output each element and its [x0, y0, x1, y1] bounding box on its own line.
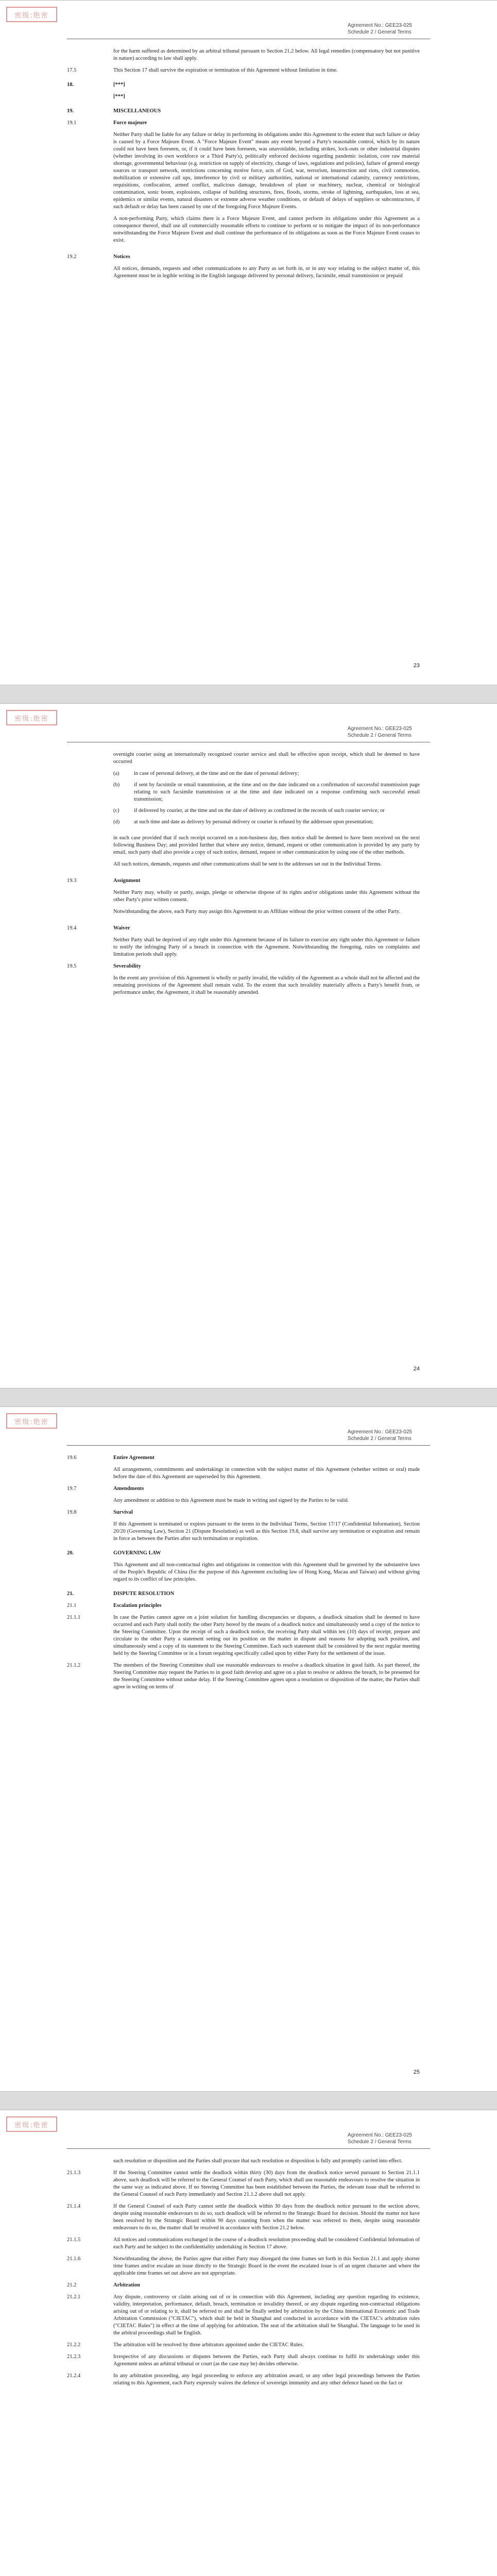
paragraph: Any dispute, controversy or claim arising out of or in connection with this Agreement, including any question regarding its existence, validity, interpretation, performance, default, breach, termination or invalidity thereof, or any dispute regarding non-contractual obligations arising out of or relating to it, shall be referred to and shall be finally settled by arbitration by the China International Economic and Trade Arbitration Commission ("CIETAC"), which shall be held in Shanghai and conducted in accordance with the CIETAC's arbitration rules ("CIETAC Rules") in effect at the time of applying for arbitration. The seat of the arbitration shall be Shanghai. The language to be used in the arbitral proceedings shall be English.	[113, 2294, 420, 2336]
paragraph: This Section 17 shall survive the expiration or termination of this Agreement without limitation in time.	[113, 67, 338, 73]
section-number: 19.2	[67, 254, 77, 260]
paragraph: for the harm suffered as determined by an arbitral tribunal pursuant to Section 21.2 below. All legal remedies (compensatory but not punitive in nature) according to law shall apply.	[113, 48, 420, 61]
page-body	[67, 1454, 420, 1696]
schedule-label: Schedule 2 / General Terms	[347, 1436, 412, 1442]
subsection-heading: Waiver	[113, 925, 130, 931]
section-number: 19.8	[67, 1510, 77, 1515]
section-number: 21.1.5	[67, 2237, 81, 2243]
subsection-heading: Force majeure	[113, 120, 147, 126]
section-number: 21.2.2	[67, 2342, 81, 2348]
paragraph: This Agreement and all non-contractual rights and obligations in connection with this Agreement shall be governed by the substantive laws of the People's Republic of China (for the purpose of this Agreement excluding law of Hong Kong, Macau and Taiwan) and without giving regard to its conflict of law principles.	[113, 1562, 420, 1582]
subsection-heading: Amendments	[113, 1486, 144, 1492]
paragraph: All notices and communications exchanged in the course of a deadlock resolution proceeding shall be considered Confidential Information of each Party and be subject to the confidentiality undertaking in Section 17 above.	[113, 2237, 420, 2250]
subsection-heading: Notices	[113, 254, 130, 260]
paragraph: If the Steering Committee cannot settle the deadlock within thirty (30) days from the deadlock notice served pursuant to Section 21.1.1 above, such deadlock will be referred to the General Counsel of each Party, which shall use reasonable endeavours to resolve the situation in the same way as indicated above. If no Steering Committee has been established between the Parties, the relevant issue shall be referred to the General Counsel of each Party immediately and Section 21.1.2 above shall not apply.	[113, 2170, 420, 2197]
paragraph: In any arbitration proceeding, any legal proceeding to enforce any arbitration award, or any other legal proceedings between the Parties relating to this Agreement, each Party expressly waives the defence of sovereign immunity and any other defence based on the fact or	[113, 2373, 420, 2386]
list-item: (a) in case of personal delivery, at the time and on the date of personal delivery;	[113, 771, 299, 776]
list-item: (c) if delivered by courier, at the time and on the date of delivery as confirmed in the records of such courier service; or	[113, 808, 385, 814]
section-number: 21.1.1	[67, 1615, 81, 1620]
agreement-number: Agreement No.: GEE23-025	[347, 23, 412, 28]
document-page-1	[0, 0, 497, 685]
section-number: 18.	[67, 82, 74, 88]
section-number: 21.1.3	[67, 2170, 81, 2176]
section-number: 17.5	[67, 67, 77, 73]
section-number: 19.1	[67, 120, 77, 126]
page-number: 23	[413, 663, 420, 669]
section-heading: DISPUTE RESOLUTION	[113, 1591, 175, 1597]
paragraph: All such notices, demands, requests and other communications shall be sent to the addresses set out in the Individual Terms.	[113, 861, 382, 867]
agreement-number: Agreement No.: GEE23-025	[347, 1429, 412, 1435]
redacted-heading: [***]	[113, 82, 125, 88]
subsection-heading: Arbitration	[113, 2282, 140, 2288]
confidential-stamp: 密级:绝密	[6, 710, 57, 725]
redacted-text: [***]	[113, 94, 125, 99]
section-heading: MISCELLANEOUS	[113, 108, 161, 114]
page-body	[67, 751, 420, 1001]
schedule-label: Schedule 2 / General Terms	[347, 2139, 412, 2145]
section-number: 21.2.4	[67, 2373, 81, 2379]
document-page-2	[0, 703, 497, 1388]
paragraph: In case the Parties cannot agree on a joint solution for handling discrepancies or disputes, a deadlock situation shall be deemed to have occurred and each Party shall notify the other Party hereof by the means of a deadlock notice and simultaneously send a copy of the notice to the Steering Committee. Upon the receipt of such a deadlock notice, the receiving Party shall within ten (10) days of receipt, prepare and circulate to the other Party a statement setting out its position on the matter in dispute and reasons for adopting such position, and simultaneously send a copy of its statement to the Steering Committee. Each such statement shall be considered by the next regular meeting held by the Steering Committee or in a forum requiring specifically called upon by either Party for the settlement of the issue.	[113, 1615, 420, 1656]
section-number: 20.	[67, 1550, 74, 1556]
paragraph: The members of the Steering Committee shall use reasonable endeavours to resolve a deadlock situation in good faith. As part thereof, the Steering Committee may request the Parties to in good faith develop and agree on a plan to resolve or address the breach, to be presented for the Steering Committee without undue delay. If the Steering Committee agrees upon a resolution or disposition of the matter, the Parties shall agree in writing on terms of	[113, 1663, 420, 1690]
subsection-heading: Entire Agreement	[113, 1455, 155, 1461]
agreement-number: Agreement No.: GEE23-025	[347, 726, 412, 732]
page-header	[348, 22, 412, 36]
header-divider	[67, 1445, 430, 1446]
section-number: 19.7	[67, 1486, 77, 1492]
confidential-stamp: 密级:绝密	[6, 7, 57, 22]
document-page-4	[0, 2110, 497, 2576]
paragraph: such resolution or disposition and the Parties shall procure that such resolution or disposition is fully and promptly carried into effect.	[113, 2158, 403, 2164]
paragraph: All arrangements, commitments and undertakings in connection with the subject matter of this Agreement (whether written or oral) made before the date of this Agreement are superseded by this Agreement.	[113, 1467, 420, 1480]
section-number: 19.6	[67, 1455, 77, 1461]
schedule-label: Schedule 2 / General Terms	[347, 733, 412, 738]
paragraph: The arbitration will be resolved by three arbitrators appointed under the CIETAC Rules.	[113, 2342, 304, 2348]
subsection-heading: Survival	[113, 1510, 133, 1515]
section-number: 21.1.2	[67, 1663, 81, 1668]
paragraph: Any amendment or addition to this Agreement must be made in writing and signed by the Parties to be valid.	[113, 1498, 349, 1503]
page-number: 24	[413, 1366, 420, 1372]
section-number: 19.3	[67, 878, 77, 884]
section-number: 21.2.3	[67, 2354, 81, 2360]
paragraph: Irrespective of any discussions or disputes between the Parties, each Party shall always continue to fulfil its undertakings under this Agreement unless an arbitral tribunal or court (as the case may be) decides otherwise.	[113, 2354, 420, 2367]
paragraph: overnight courier using an internationally recognized courier service and shall be effective upon receipt, which shall be deemed to have occurred	[113, 752, 420, 765]
section-number: 21.1.4	[67, 2204, 81, 2209]
section-number: 21.1	[67, 1603, 77, 1608]
page-header	[348, 2132, 412, 2145]
paragraph: If the General Counsel of each Party cannot settle the deadlock within 30 days from the deadlock notice pursuant to the section above, despite using reasonable endeavours to do so, such deadlock will be referred to the Strategic Board for decision. Should the matter not have been resolved by the Strategic Board within 90 days counting from when the matter was referred to them, despite using reasonable endeavours to do so, the matter shall be resolved in accordance with Section 21.2 below.	[113, 2204, 420, 2231]
section-number: 21.2	[67, 2282, 77, 2288]
section-heading: GOVERNING LAW	[113, 1550, 161, 1556]
agreement-number: Agreement No.: GEE23-025	[347, 2132, 412, 2138]
schedule-label: Schedule 2 / General Terms	[347, 29, 412, 35]
paragraph: Neither Party shall be deprived of any right under this Agreement because of its failure to exercise any right under this Agreement or failure to notify the infringing Party of a breach in connection with the Agreement. Notwithstanding the foregoing, rules on complaints and limitation periods shall apply.	[113, 937, 420, 957]
list-item: (d) at such time and date as delivery by personal delivery or courier is refused by the addressee upon presentation;	[113, 819, 373, 825]
paragraph: Notwithstanding the above, each Party may assign this Agreement to an Affiliate without the prior written consent of the other Party.	[113, 909, 401, 914]
paragraph: If this Agreement is terminated or expires pursuant to the terms in the Individual Terms, Section 17/17 (Confidential Information), Section 20/20 (Governing Law), Section 21 (Dispute Resolution) as well as this Section 19.8, shall survive any termination or expiration and remain in force as between the Parties after such termination or expiration.	[113, 1521, 420, 1541]
page-body	[67, 48, 420, 284]
page-number: 25	[413, 2069, 420, 2075]
page-header	[348, 725, 412, 739]
paragraph: In the event any provision of this Agreement is wholly or partly invalid, the validity of the Agreement as a whole shall not be affected and the remaining provisions of the Agreement shall remain valid. To the extent that such invalidity materially affects a Party's benefit from, or performance under, the Agreement, it shall be reasonably amended.	[113, 975, 420, 995]
section-number: 19.5	[67, 963, 77, 969]
document-page-3	[0, 1406, 497, 2092]
paragraph: Neither Party shall be liable for any failure or delay in performing its obligations under this Agreement to the extent that such failure or delay is caused by a Force Majeure Event. A "Force Majeure Event" means any event beyond a Party's reasonable control, which by its nature could not have been foreseen, or, if it could have been foreseen, was unavoidable, including strikes, lock-outs or other industrial disputes (whether involving its own workforce or a Third Party's), politically enforced decisions regarding pandemic isolation, core raw material shortage, governmental behaviour (e.g. restriction on supply of electricity, change of laws, regulations and policies), failure of general energy sources or transport network, restrictions concerning motive force, acts of God, war, terrorism, insurrection and riots, civil commotion, mobilization or extensive call ups, interference by civil or military authorities, national or international calamity, currency restrictions, requisitions, confiscation, armed conflict, malicious damage, breakdown of plant or machinery, nuclear, chemical or biological contamination, sonic boom, explosions, collapse of building structures, fires, floods, storms, stroke of lightning, earthquakes, loss at sea, epidemics or similar events, natural disasters or extreme adverse weather conditions, or default of delays of suppliers or subcontractors, if such default or delay has been caused by one of the foregoing Force Majeure Events.	[113, 132, 420, 210]
confidential-stamp: 密级:绝密	[6, 1413, 57, 1429]
section-number: 21.2.1	[67, 2294, 81, 2300]
section-number: 21.1.6	[67, 2256, 81, 2262]
section-number: 21.	[67, 1591, 74, 1597]
page-body	[67, 2158, 420, 2392]
page-header	[348, 1429, 412, 1442]
confidential-stamp: 密级:绝密	[6, 2116, 57, 2132]
section-number: 19.	[67, 108, 74, 114]
paragraph: Neither Party may, wholly or partly, assign, pledge or otherwise dispose of its rights and/or obligations under this Agreement without the other Party's prior written consent.	[113, 890, 420, 903]
paragraph: All notices, demands, requests and other communications to any Party as set forth in, or in any way relating to the subject matter of, this Agreement must be in legible writing in the English language delivered by personal delivery, facsimile, email transmission or prepaid	[113, 266, 420, 279]
subsection-heading: Assignment	[113, 878, 141, 884]
paragraph: Notwithstanding the above, the Parties agree that either Party may disregard the time frames set forth in this Section 21.1 and apply shorter time frames and/or escalate an issue directly to the Strategic Board in the event the escalated issue is of an urgent character and where the applicable time frames set out above are not appropriate.	[113, 2256, 420, 2276]
list-item: (b) if sent by facsimile or email transmission, at the time and on the date indicated on a confirmation of successful transmission page relating to such facsimile transmission or at the time and date indicated on a response confirming such successful email transmission;	[113, 782, 420, 802]
header-divider	[67, 2148, 430, 2149]
paragraph: A non-performing Party, which claims there is a Force Majeure Event, and cannot perform its obligations under this Agreement as a consequence thereof, shall use all commercially reasonable efforts to continue to perform or to mitigate the impact of its non-performance notwithstanding the Force Majeure Event and shall continue the performance of its obligations as soon as the Force Majeure Event ceases to exist.	[113, 216, 420, 243]
paragraph: in each case provided that if such receipt occurred on a non-business day, then notice shall be deemed to have been received on the next following Business Day; and provided further that where any notice, demand, request or other communication is provided by any party by email, such party shall also provide a copy of such notice, demand, request or other communication by using one of the other methods.	[113, 835, 420, 855]
subsection-heading: Severability	[113, 963, 141, 969]
section-number: 19.4	[67, 925, 77, 931]
subsection-heading: Escalation principles	[113, 1603, 162, 1608]
